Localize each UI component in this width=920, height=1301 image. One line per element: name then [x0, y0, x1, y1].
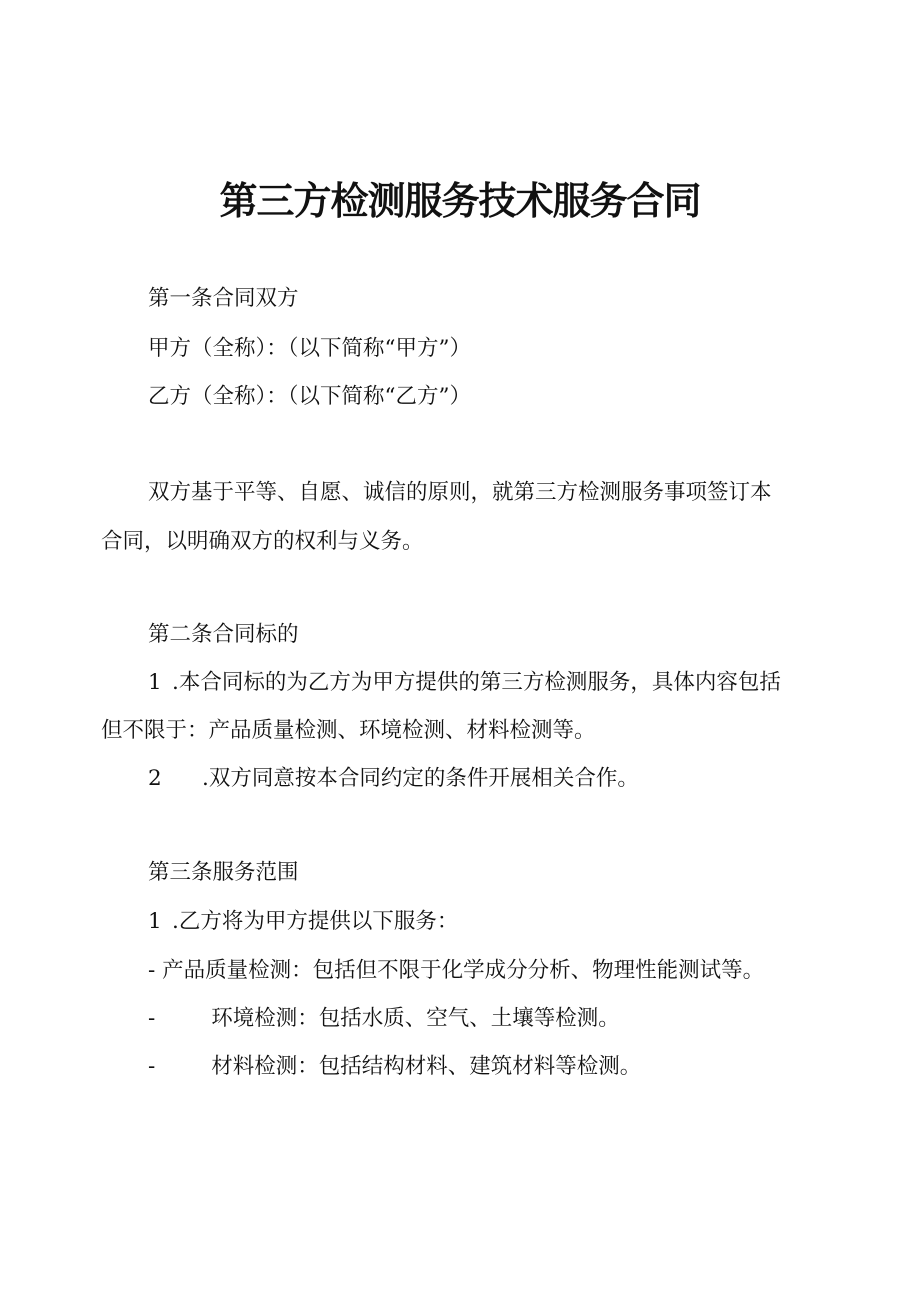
item-number: 2: [148, 766, 162, 791]
article2-item2: [148, 764, 639, 794]
preamble-line-1: 双方基于平等、自愿、诚信的原则，就第三方检测服务事项签订本: [148, 480, 772, 505]
party-a-line: 甲方（全称）：（以下简称“甲方”）: [148, 336, 471, 361]
document-title: 第三方检测服务技术服务合同: [219, 179, 701, 223]
item-number: 1: [148, 670, 162, 695]
bullet-text: 材料检测：包括结构材料、建筑材料等检测。: [211, 1054, 642, 1079]
article3-bullet-2: [148, 1004, 620, 1034]
article3-item1: [148, 907, 458, 937]
bullet-dash: -: [148, 1006, 156, 1031]
bullet-dash: -: [148, 1054, 156, 1079]
party-b-line: 乙方（全称）：（以下简称“乙方”）: [148, 384, 471, 409]
item-text: .乙方将为甲方提供以下服务：: [172, 909, 459, 934]
bullet-dash: -: [148, 958, 156, 983]
article3-heading: 第三条服务范围: [148, 860, 299, 885]
article2-heading: 第二条合同标的: [148, 622, 299, 647]
item-number: 1: [148, 909, 162, 934]
preamble-line-2: 合同，以明确双方的权利与义务。: [101, 529, 424, 554]
article3-bullet-3: [148, 1052, 641, 1082]
item-text: .双方同意按本合同约定的条件开展相关合作。: [202, 766, 639, 791]
article3-bullet-1: [148, 956, 764, 986]
article2-item1-line-2: 但不限于：产品质量检测、环境检测、材料检测等。: [101, 718, 596, 743]
article2-item1-line-1: [148, 668, 781, 698]
item-text: .本合同标的为乙方为甲方提供的第三方检测服务，具体内容包括: [172, 670, 781, 695]
bullet-text: 环境检测：包括水质、空气、土壤等检测。: [211, 1006, 620, 1031]
article1-heading: 第一条合同双方: [148, 286, 299, 311]
bullet-text: 产品质量检测：包括但不限于化学成分分析、物理性能测试等。: [162, 958, 765, 983]
